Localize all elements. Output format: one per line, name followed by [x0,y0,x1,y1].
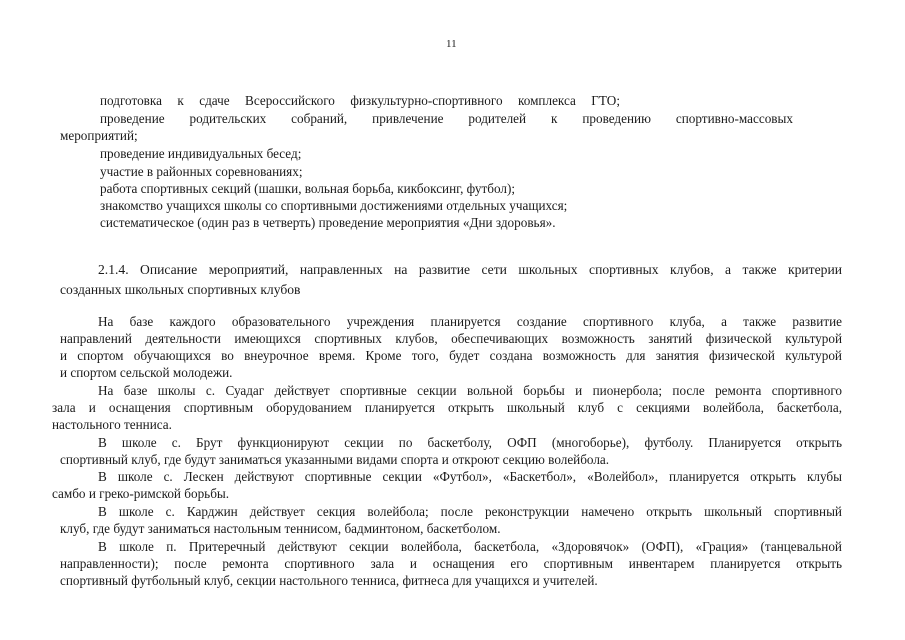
body-line: самбо и греко-римской борьбы. [52,486,230,501]
body-line: На базе каждого образовательного учреждения планируется создание спортивного клуба, а также развитие [98,314,842,329]
body-line: спортивный клуб, где будут заниматься указанными видами спорта и откроют секцию волейбола. [60,452,610,467]
list-item: мероприятий; [60,128,138,143]
body-line: спортивный футбольный клуб, секции настольного тенниса, фитнеса для учащихся и учителей. [60,573,598,588]
body-line: направлений деятельности имеющихся спортивных клубов, обеспечивающих возможность занятий физической культурой [60,331,842,346]
body-line: клуб, где будут заниматься настольным теннисом, бадминтоном, баскетболом. [60,521,501,536]
body-line: В школе с. Карджин действует секция волейбола; после реконструкции намечено открыть школьный спортивный [98,504,842,519]
body-line: В школе с. Лескен действуют спортивные секции «Футбол», «Баскетбол», «Волейбол», планируется открыть клубы [98,469,842,484]
list-item: знакомство учащихся школы со спортивными достижениями отдельных учащихся; [100,198,568,213]
list-item: проведение индивидуальных бесед; [100,146,302,161]
body-line: В школе п. Притеречный действуют секции волейбола, баскетбола, «Здоровячок» (ОФП), «Грация» (танцевальной [98,539,842,554]
body-line: зала и оснащения спортивным оборудованием планируется открыть школьный клуб с секциями волейбола, баскетбола, [52,400,842,415]
body-line: настольного тенниса. [52,417,172,432]
section-heading: созданных школьных спортивных клубов [60,282,301,297]
body-line: направленности); после ремонта спортивного зала и оснащения его спортивным инвентарем планируется открыть [60,556,842,571]
list-item: работа спортивных секций (шашки, вольная борьба, кикбоксинг, футбол); [100,181,516,196]
list-item: участие в районных соревнованиях; [100,164,303,179]
section-heading: 2.1.4. Описание мероприятий, направленных на развитие сети школьных спортивных клубов, а также критерии [98,262,842,277]
body-line: и спортом сельской молодежи. [60,365,233,380]
list-item: подготовка к сдаче Всероссийского физкультурно-спортивного комплекса ГТО; [100,93,620,108]
body-line: В школе с. Брут функционируют секции по баскетболу, ОФП (многоборье), футболу. Планируется открыть [98,435,842,450]
page-number: 11 [446,38,457,50]
body-line: На базе школы с. Суадаг действует спортивные секции вольной борьбы и пионербола; после ремонта спортивного [98,383,842,398]
body-line: и спортом обучающихся во внеурочное время. Кроме того, будет создана возможность для занятия физической культурой [60,348,842,363]
list-item: проведение родительских собраний, привлечение родителей к проведению спортивно-массовых [100,111,793,126]
list-item: систематическое (один раз в четверть) проведение мероприятия «Дни здоровья». [100,215,556,230]
